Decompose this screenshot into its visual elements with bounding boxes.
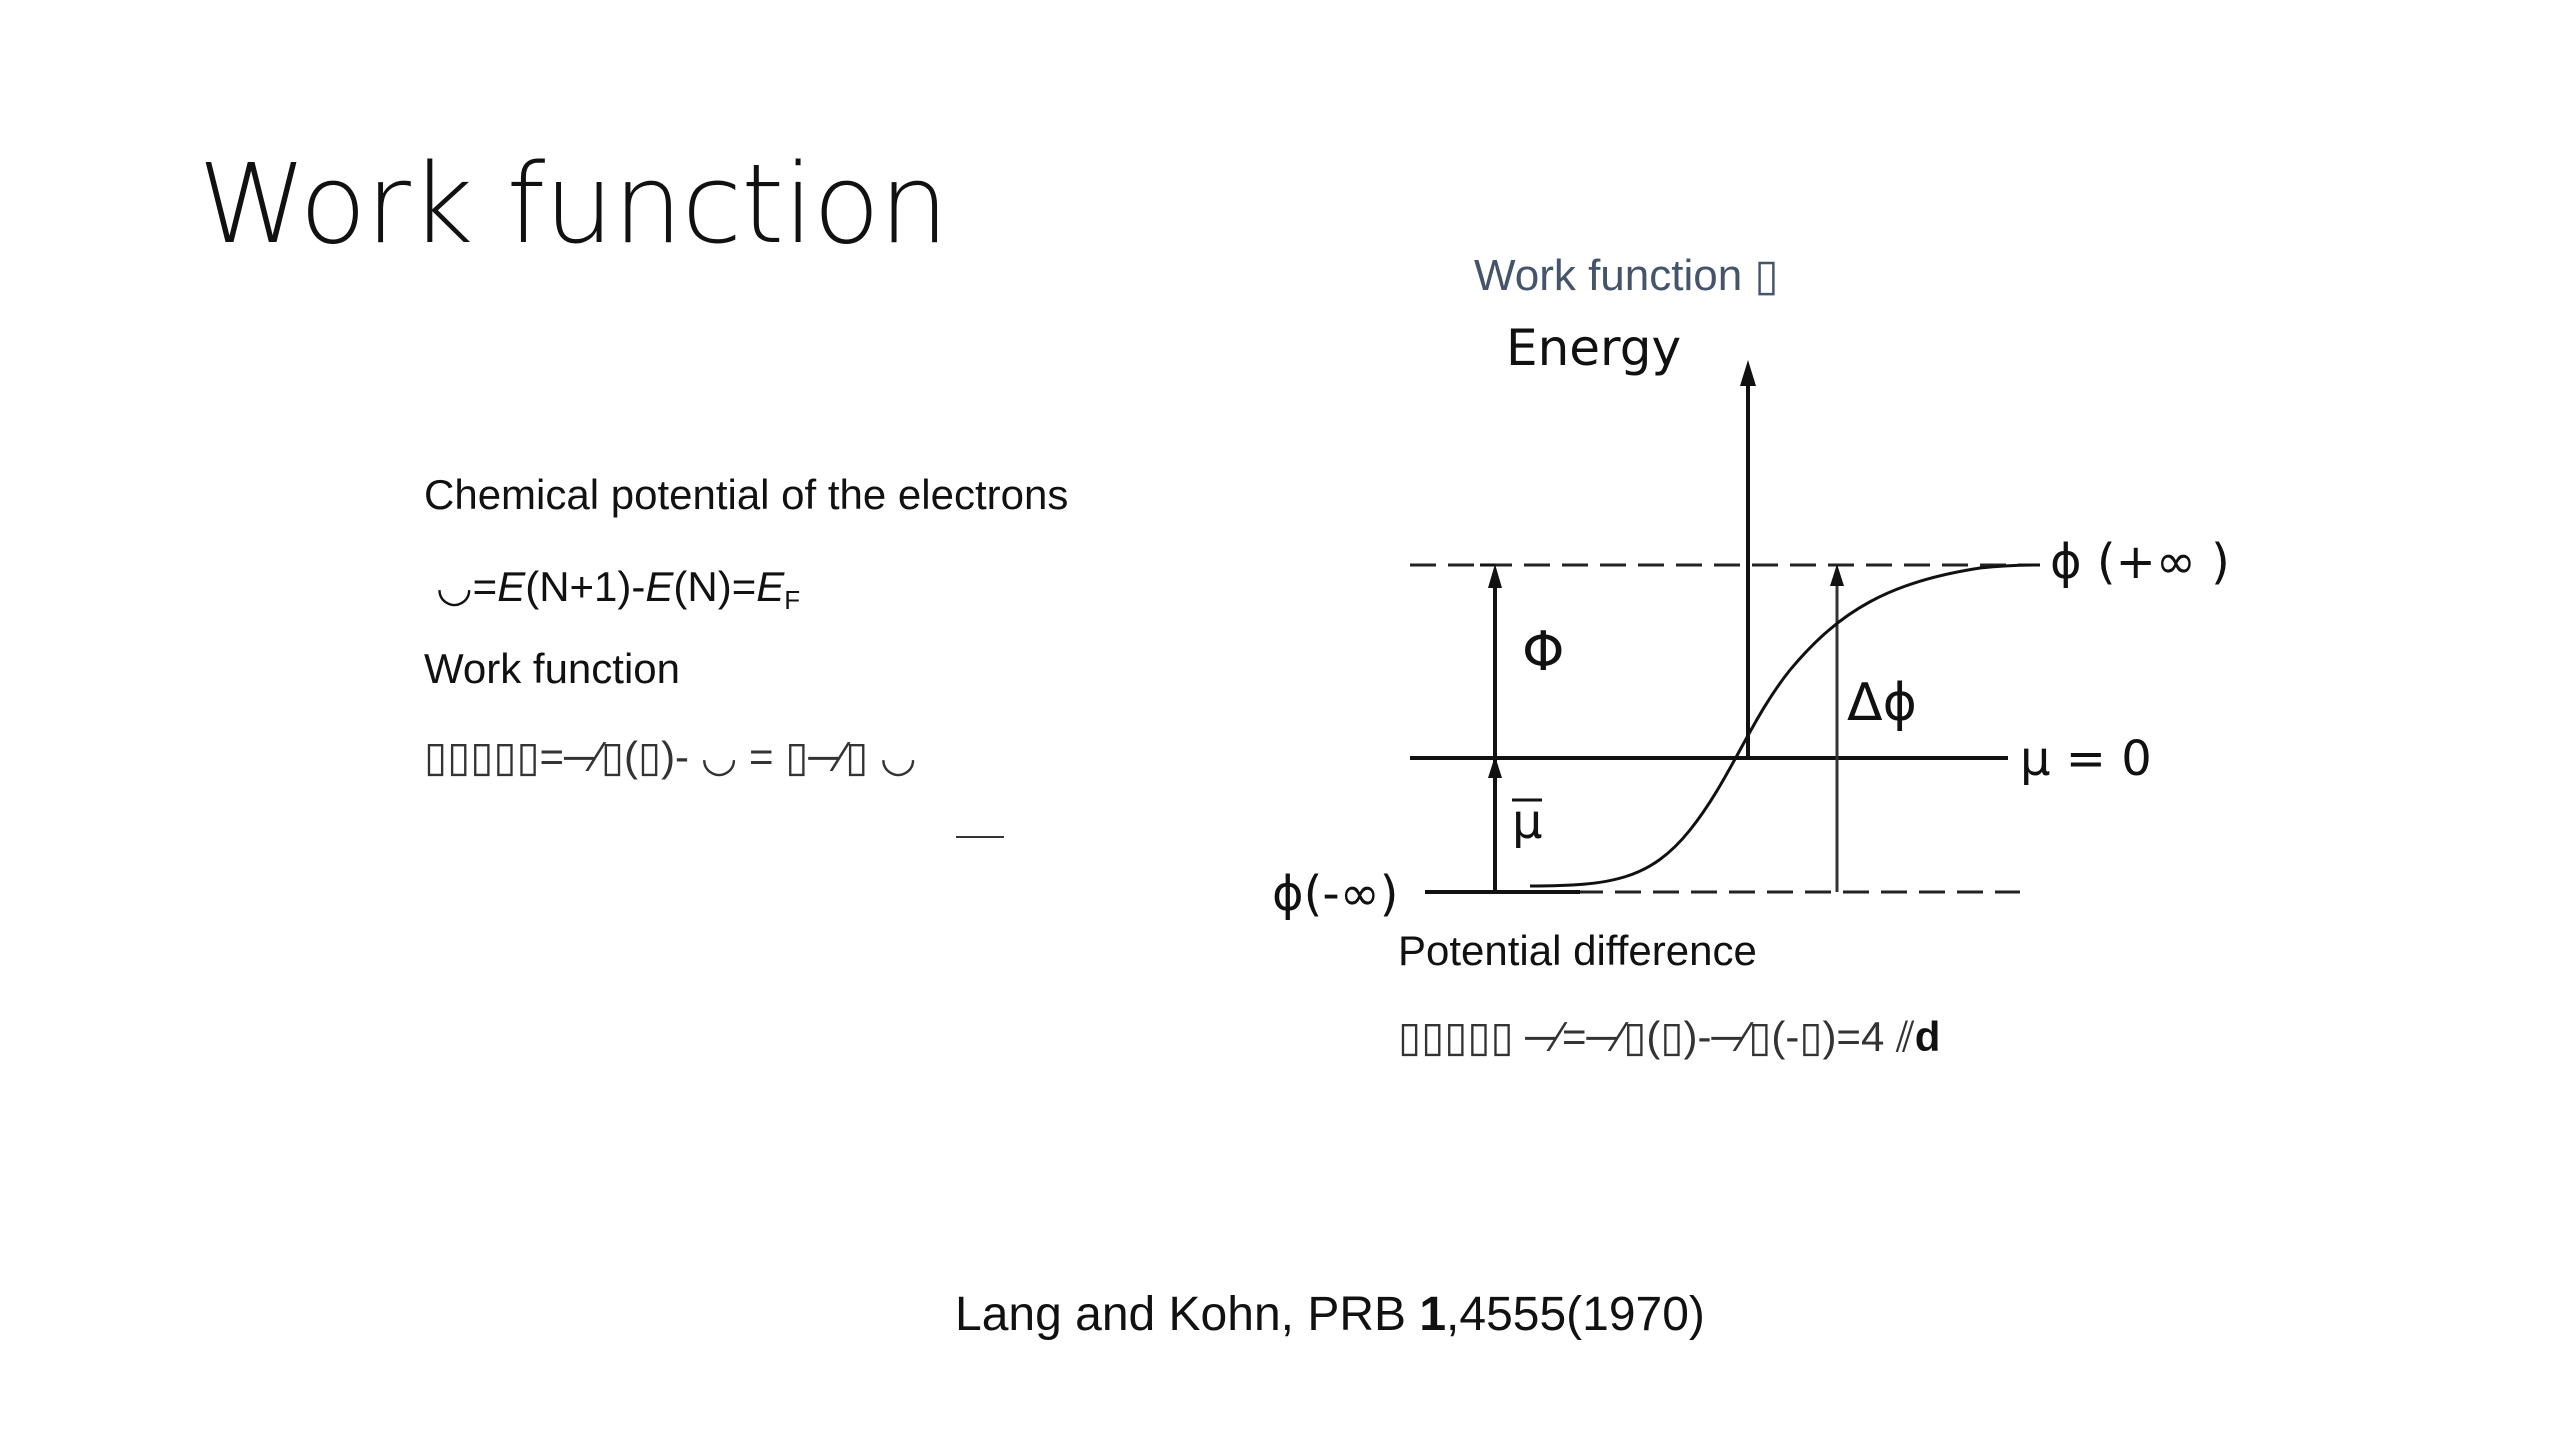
energy-label: Energy	[1506, 320, 1682, 377]
phi-minus-label: ϕ(-∞)	[1272, 866, 1399, 922]
chemical-potential-heading: Chemical potential of the electrons	[424, 471, 1069, 518]
potential-difference-heading: Potential difference	[1398, 927, 1757, 974]
citation-reference	[955, 1287, 1705, 1342]
mu-bar-label: μ	[1512, 794, 1543, 850]
energy-axis-arrowhead	[1740, 360, 1756, 386]
energy-diagram	[1250, 320, 2250, 974]
work-function-heading: Work function	[424, 645, 680, 692]
big-phi-arrowhead	[1488, 564, 1502, 588]
fermi-subscript: F	[784, 585, 801, 615]
equation-text: =	[472, 563, 498, 610]
equation-text: (N)=	[673, 563, 757, 610]
potential-difference-formula: ▯▯▯▯▯ ─∕=─∕▯(▯)-─∕▯(-▯)=4 ⫽	[1398, 1013, 1915, 1060]
energy-symbol: E	[497, 563, 526, 610]
citation-suffix: ,4555(1970)	[1446, 1288, 1705, 1341]
equation-underscore	[956, 836, 1004, 838]
potential-difference-d: d	[1914, 1013, 1941, 1060]
big-phi-label: Φ	[1522, 620, 1565, 683]
chemical-potential-equation	[436, 563, 801, 615]
mu-symbol: ◡	[436, 563, 473, 610]
citation-prefix: Lang and Kohn, PRB	[955, 1288, 1420, 1341]
energy-symbol: E	[756, 563, 785, 610]
potential-difference-equation	[1398, 1013, 1941, 1060]
figure-caption: Work function ▯	[1474, 251, 1779, 300]
work-function-equation: ▯▯▯▯▯=─∕▯(▯)- ◡ = ▯─∕▯ ◡	[424, 733, 917, 780]
energy-symbol: E	[645, 563, 674, 610]
slide-title: Work function	[198, 140, 948, 268]
delta-phi-label: Δϕ	[1847, 673, 1917, 733]
citation-volume: 1	[1419, 1288, 1447, 1341]
equation-text: (N+1)-	[525, 563, 646, 610]
delta-phi-arrowhead	[1830, 564, 1844, 586]
potential-curve	[1530, 565, 2040, 886]
phi-plus-label: ϕ (+∞ )	[2050, 534, 2230, 590]
mu-zero-label: μ = 0	[2020, 731, 2152, 787]
